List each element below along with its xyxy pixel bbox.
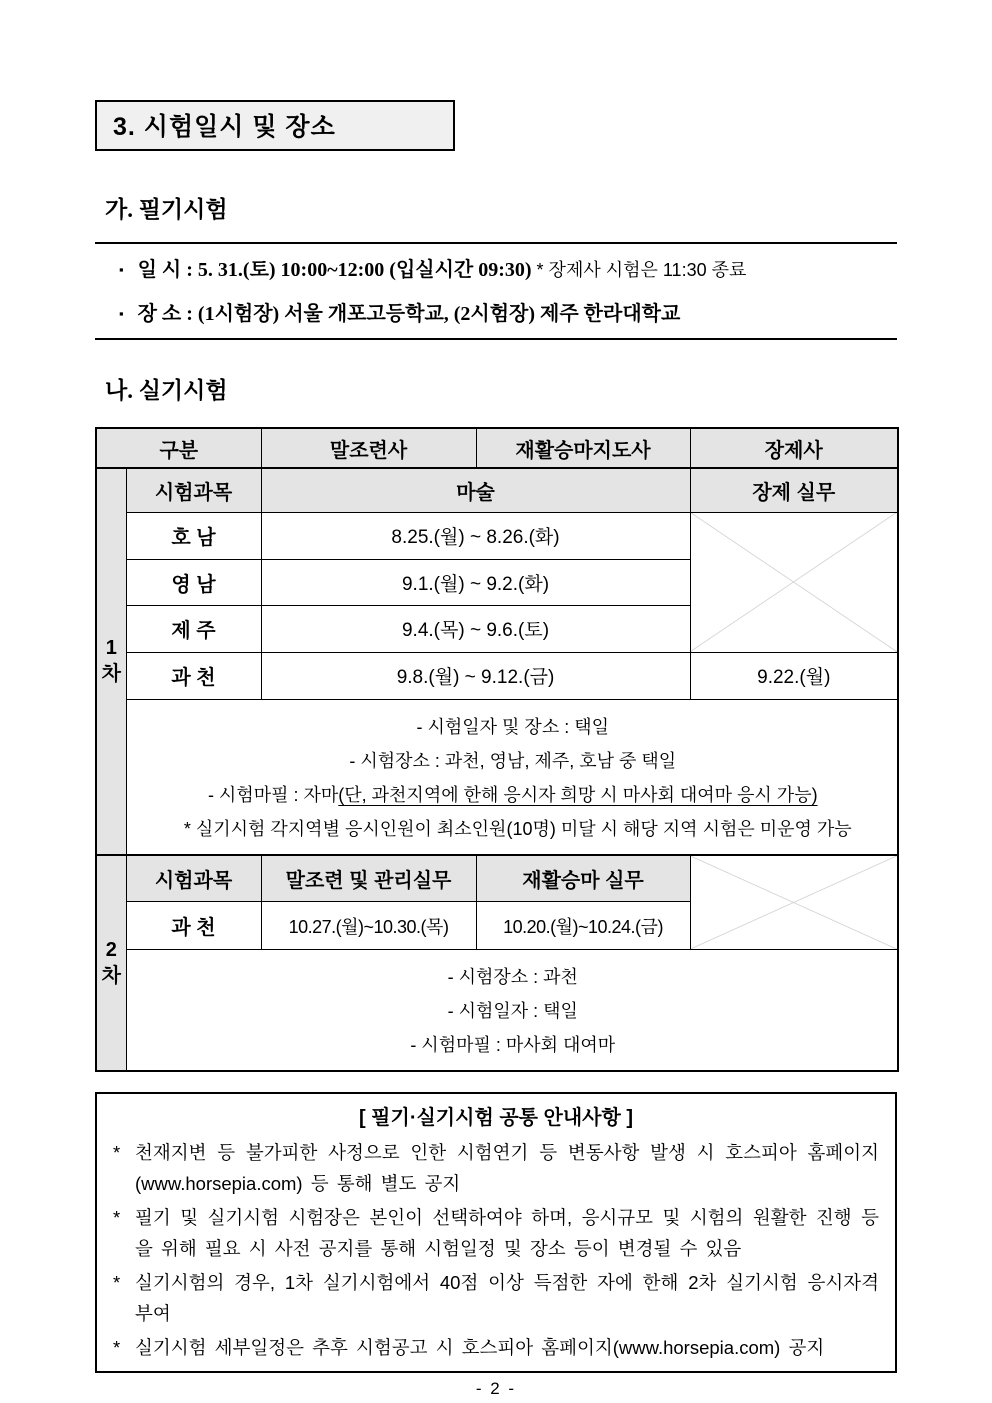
note-line: - 시험장소 : 과천, 영남, 제주, 호남 중 택일 [349,750,677,771]
region-yeongnam: 영 남 [126,559,261,605]
round1-subject-label: 시험과목 [126,468,261,512]
round1-label-line2: 차 [101,663,121,686]
notice-item [113,1137,879,1199]
notice-item [113,1202,879,1264]
place-value: (1시험장) 서울 개포고등학교, (2시험장) 제주 한라대학교 [197,303,681,325]
date-yeongnam: 9.1.(월) ~ 9.2.(화) [261,559,690,605]
written-exam-datetime [101,256,891,284]
region-honam: 호 남 [126,512,261,559]
date-honam: 8.25.(월) ~ 8.26.(화) [261,512,690,559]
written-exam-place [101,300,891,328]
round2-rehab-date: 10.20.(월)~10.24.(금) [476,902,690,950]
notice-item [113,1332,879,1363]
section-title: 3. 시험일시 및 장소 [113,113,336,141]
crossed-empty-cell [690,512,898,652]
notice-item [113,1267,879,1329]
round2-label-line2: 차 [101,964,121,987]
practical-exam-heading: 나. 실기시험 [105,378,228,403]
farrier-date-gwacheon: 9.22.(월) [690,652,898,699]
asterisk-bullet-icon: * [113,1337,121,1358]
notice-text: 천재지변 등 불가피한 사정으로 인한 시험연기 등 변동사항 발생 시 호스피아 홈페이지(www.horsepia.com) 등 통해 별도 공지 [135,1142,879,1194]
round1-subject-farrier: 장제 실무 [690,468,898,512]
round2-trainer-date: 10.27.(월)~10.30.(목) [261,902,476,950]
written-exam-heading: 가. 필기시험 [105,197,228,222]
common-notice-box [95,1092,897,1373]
table-row [96,652,898,699]
square-bullet-icon: ▪ [119,306,124,321]
written-exam-box [95,242,897,340]
asterisk-bullet-icon: * [113,1207,121,1228]
place-label: 장 소 : [137,303,198,325]
note-line: * 실기시험 각지역별 응시인원이 최소인원(10명) 미달 시 해당 지역 시험은 미운영 가능 [183,818,852,839]
practical-exam-table [95,427,899,1072]
table-row [96,512,898,559]
common-notice-title: [ 필기·실기시험 공통 안내사항 ] [358,1107,634,1129]
round1-label-line1: 1 [105,637,117,660]
date-jeju: 9.4.(목) ~ 9.6.(토) [261,605,690,652]
datetime-note: * 장제사 시험은 11:30 종료 [531,260,747,280]
round1-notes [126,699,898,855]
notice-text: 실기시험 세부일정은 추후 시험공고 시 호스피아 홈페이지(www.horsepia.com) 공지 [135,1337,825,1358]
round2-label-line1: 2 [105,938,117,961]
datetime-label: 일 시 : [137,259,198,281]
round2-region: 과 천 [126,902,261,950]
header-rehab: 재활승마지도사 [476,428,690,468]
round2-subject-row [96,855,898,902]
page-number: - 2 - [475,1379,517,1398]
asterisk-bullet-icon: * [113,1142,121,1163]
section-title-box [95,100,455,151]
region-gwacheon: 과 천 [126,652,261,699]
round2-subject-label: 시험과목 [126,855,261,902]
date-gwacheon: 9.8.(월) ~ 9.12.(금) [261,652,690,699]
round2-notes-row [96,950,898,1072]
round2-col-rehab: 재활승마 실무 [476,855,690,902]
notice-text: 필기 및 실기시험 시험장은 본인이 선택하여야 하며, 응시규모 및 시험의 원활한 진행 등을 위해 필요 시 사전 공지를 통해 시험일정 및 장소 등이 변경될 수 있음 [135,1207,879,1259]
header-gubun: 구분 [96,428,261,468]
crossed-empty-cell [690,855,898,950]
note-underlined: (단, 과천지역에 한해 응시자 희망 시 마사회 대여마 응시 가능) [338,784,818,805]
datetime-value: 5. 31.(토) 10:00~12:00 (입실시간 09:30) [197,259,532,281]
region-jeju: 제 주 [126,605,261,652]
note-line: - 시험마필 : 마사회 대여마 [410,1035,616,1055]
note-line: - 시험장소 : 과천 [447,967,578,987]
asterisk-bullet-icon: * [113,1272,121,1293]
round2-col-trainer: 말조련 및 관리실무 [261,855,476,902]
note-line: - 시험일자 및 장소 : 택일 [416,716,609,737]
round1-subject-row [96,468,898,512]
header-farrier: 장제사 [690,428,898,468]
table-header-row [96,428,898,468]
note-line: - 시험일자 : 택일 [447,1001,578,1021]
note-line [141,778,886,812]
round1-label [96,468,126,855]
notice-text: 실기시험의 경우, 1차 실기시험에서 40점 이상 득점한 자에 한해 2차 실기시험 응시자격 부여 [135,1272,879,1324]
note-prefix: - 시험마필 : 자마 [207,784,339,805]
round1-notes-row [96,699,898,855]
round1-subject-riding: 마술 [261,468,690,512]
header-trainer: 말조련사 [261,428,476,468]
round2-label [96,855,126,1072]
square-bullet-icon: ▪ [119,262,124,277]
round2-notes [126,950,898,1072]
